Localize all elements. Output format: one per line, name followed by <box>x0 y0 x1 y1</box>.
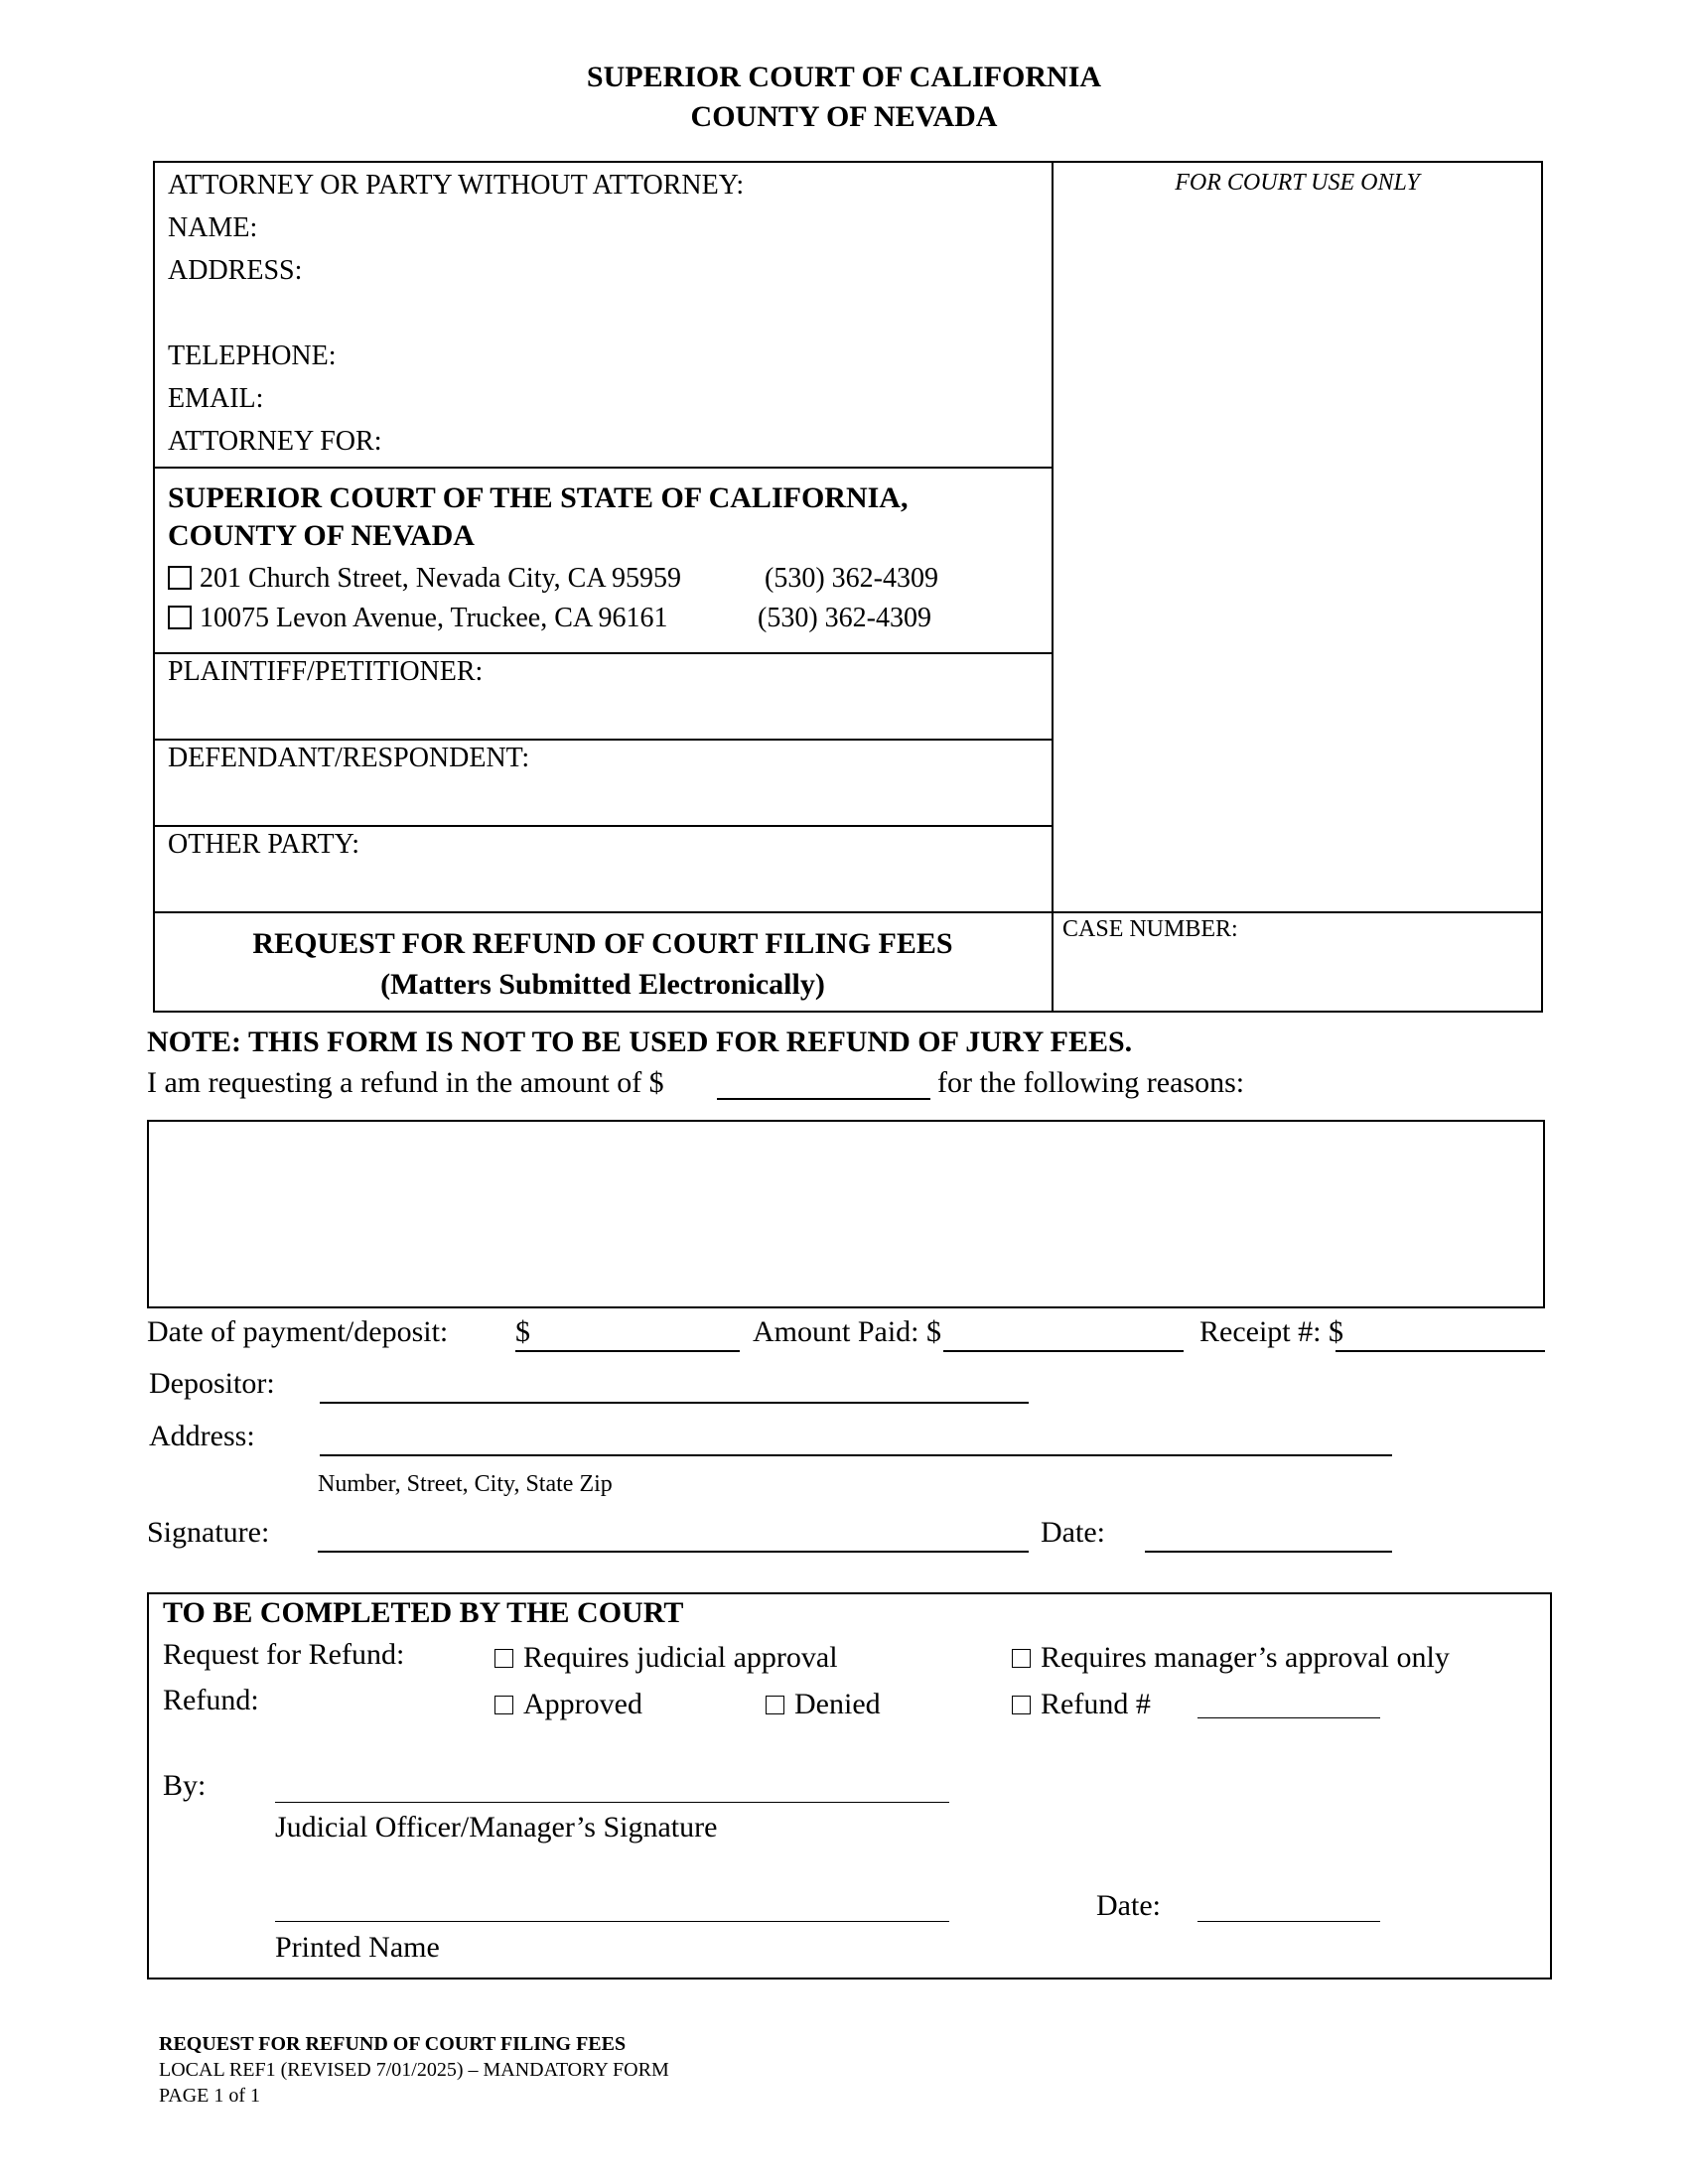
caption-rule <box>153 467 1053 469</box>
footer-page-number: PAGE 1 of 1 <box>159 2085 261 2107</box>
location-address: 10075 Levon Avenue, Truckee, CA 96161 <box>200 603 668 633</box>
officer-signature-field[interactable] <box>275 1802 949 1803</box>
amount-paid-field[interactable] <box>943 1350 1184 1352</box>
court-header-line1: SUPERIOR COURT OF CALIFORNIA <box>586 61 1102 93</box>
email-label: EMAIL: <box>168 383 264 414</box>
date-of-payment-field[interactable] <box>515 1350 740 1352</box>
receipt-label: Receipt #: $ <box>1199 1315 1343 1348</box>
plaintiff-label: PLAINTIFF/PETITIONER: <box>168 656 484 687</box>
printed-name-field[interactable] <box>275 1921 949 1922</box>
requires-judicial-option[interactable] <box>494 1641 838 1675</box>
location-option[interactable] <box>168 563 681 595</box>
court-name-line1: SUPERIOR COURT OF THE STATE OF CALIFORNIA, <box>168 481 909 514</box>
refund-amount-field[interactable] <box>717 1098 930 1100</box>
date-field[interactable] <box>1145 1551 1392 1553</box>
officer-signature-caption: Judicial Officer/Manager’s Signature <box>275 1811 718 1843</box>
date-dollar-sign: $ <box>515 1315 530 1348</box>
location-checkbox[interactable] <box>168 566 192 590</box>
approved-checkbox[interactable] <box>494 1696 513 1714</box>
requires-manager-label: Requires manager’s approval only <box>1041 1641 1450 1674</box>
defendant-label: DEFENDANT/RESPONDENT: <box>168 743 530 773</box>
location-option[interactable] <box>168 603 668 634</box>
approved-label: Approved <box>523 1688 642 1720</box>
court-section-heading: TO BE COMPLETED BY THE COURT <box>163 1596 684 1629</box>
court-date-field[interactable] <box>1197 1921 1380 1922</box>
other-party-label: OTHER PARTY: <box>168 829 360 860</box>
jury-fees-note: NOTE: THIS FORM IS NOT TO BE USED FOR REFUND OF JURY FEES. <box>147 1025 1133 1058</box>
telephone-label: TELEPHONE: <box>168 341 337 371</box>
caption-rule <box>153 739 1053 741</box>
refund-number-label: Refund # <box>1041 1688 1151 1720</box>
refund-label: Refund: <box>163 1684 259 1716</box>
signature-field[interactable] <box>318 1551 1029 1553</box>
address-label: ADDRESS: <box>168 255 303 286</box>
caption-divider <box>1052 161 1054 1013</box>
name-label: NAME: <box>168 212 258 243</box>
depositor-label: Depositor: <box>149 1367 275 1400</box>
amount-paid-label: Amount Paid: $ <box>753 1315 942 1348</box>
attorney-for-label: ATTORNEY FOR: <box>168 426 382 457</box>
court-header-line2: COUNTY OF NEVADA <box>690 100 998 133</box>
date-of-payment-label: Date of payment/deposit: <box>147 1315 449 1348</box>
court-use-only: FOR COURT USE ONLY <box>1175 170 1420 196</box>
date-label: Date: <box>1041 1516 1105 1549</box>
printed-name-caption: Printed Name <box>275 1931 440 1964</box>
denied-checkbox[interactable] <box>766 1696 784 1714</box>
caption-rule <box>153 825 1053 827</box>
court-date-label: Date: <box>1096 1889 1161 1922</box>
address-label: Address: <box>149 1420 255 1452</box>
refund-number-option[interactable] <box>1012 1688 1151 1721</box>
attorney-heading: ATTORNEY OR PARTY WITHOUT ATTORNEY: <box>168 170 745 201</box>
requires-judicial-checkbox[interactable] <box>494 1649 513 1668</box>
approved-option[interactable] <box>494 1688 642 1721</box>
denied-label: Denied <box>794 1688 881 1720</box>
request-suffix: for the following reasons: <box>937 1066 1245 1099</box>
caption-rule <box>153 652 1053 654</box>
by-label: By: <box>163 1769 207 1802</box>
address-field[interactable] <box>320 1454 1392 1456</box>
signature-label: Signature: <box>147 1516 270 1549</box>
footer-form-id: LOCAL REF1 (REVISED 7/01/2025) – MANDATORY FORM <box>159 2059 669 2081</box>
location-address: 201 Church Street, Nevada City, CA 95959 <box>200 563 682 594</box>
denied-option[interactable] <box>766 1688 881 1721</box>
requires-manager-option[interactable] <box>1012 1641 1450 1675</box>
requires-manager-checkbox[interactable] <box>1012 1649 1031 1668</box>
location-phone: (530) 362-4309 <box>758 603 931 633</box>
case-number-label: CASE NUMBER: <box>1062 916 1238 942</box>
reasons-value <box>149 1122 1543 1142</box>
depositor-field[interactable] <box>320 1402 1029 1404</box>
form-title-line2: (Matters Submitted Electronically) <box>380 968 825 1001</box>
caption-rule <box>153 911 1543 913</box>
address-hint: Number, Street, City, State Zip <box>318 1471 613 1497</box>
form-title-line1: REQUEST FOR REFUND OF COURT FILING FEES <box>252 927 953 960</box>
court-name-line2: COUNTY OF NEVADA <box>168 519 475 552</box>
location-checkbox[interactable] <box>168 606 192 629</box>
refund-number-field[interactable] <box>1197 1717 1380 1718</box>
request-prefix: I am requesting a refund in the amount of $ <box>147 1066 664 1099</box>
reasons-textarea[interactable] <box>147 1120 1545 1308</box>
requires-judicial-label: Requires judicial approval <box>523 1641 838 1674</box>
location-phone: (530) 362-4309 <box>765 563 938 594</box>
receipt-field[interactable] <box>1336 1350 1545 1352</box>
footer-title: REQUEST FOR REFUND OF COURT FILING FEES <box>159 2033 627 2055</box>
request-for-refund-label: Request for Refund: <box>163 1638 405 1671</box>
refund-number-checkbox[interactable] <box>1012 1696 1031 1714</box>
